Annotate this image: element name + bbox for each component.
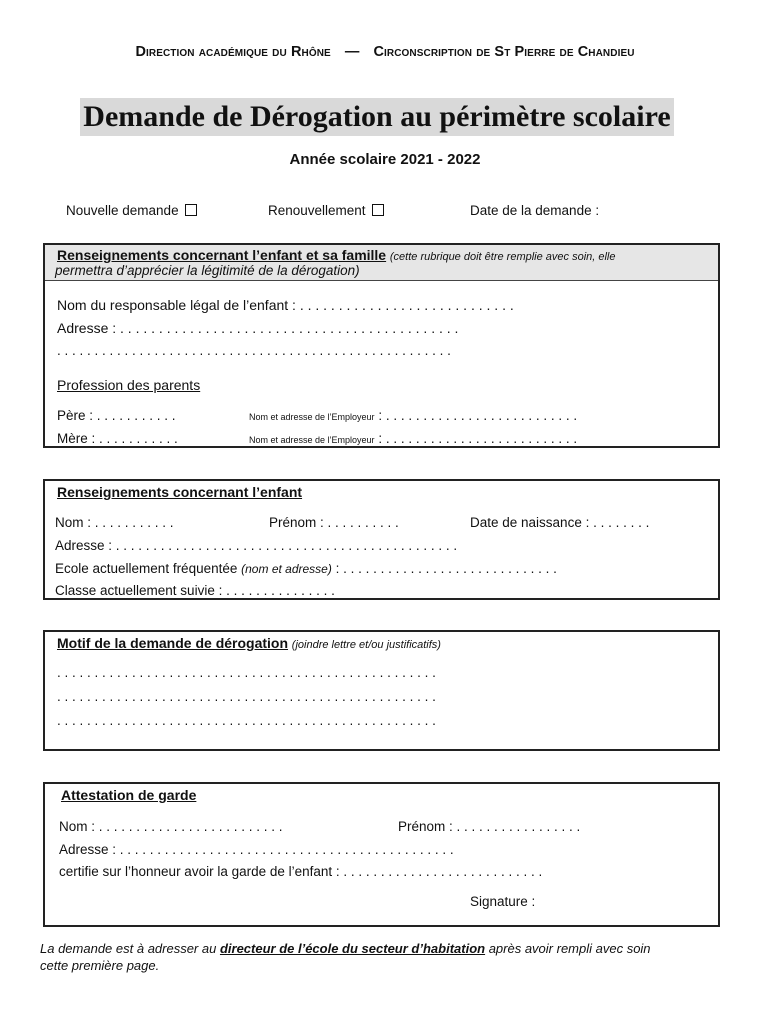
current-school-dots: : . . . . . . . . . . . . . . . . . . . . . . . . . . . . .: [335, 561, 557, 576]
header-line: [0, 44, 770, 60]
father-employer-dots: : . . . . . . . . . . . . . . . . . . . . . . . . . .: [378, 408, 578, 423]
family-info-note-1: (cette rubrique doit être remplie avec soin, elle: [389, 251, 616, 263]
footer-text-before: La demande est à adresser au: [40, 941, 220, 956]
family-info-title: Renseignements concernant l’enfant et sa famille: [57, 247, 387, 263]
reason-line-2[interactable]: . . . . . . . . . . . . . . . . . . . . . . . . . . . . . . . . . . . . . . . . . . . . . . . . . . .: [57, 689, 436, 704]
reason-line-3[interactable]: . . . . . . . . . . . . . . . . . . . . . . . . . . . . . . . . . . . . . . . . . . . . . . . . . . .: [57, 713, 436, 728]
current-school-label: Ecole actuellement fréquentée: [55, 561, 238, 576]
custody-certification-field[interactable]: certifie sur l’honneur avoir la garde de l’enfant : . . . . . . . . . . . . . . . . . . . . . . . . . . .: [59, 864, 543, 879]
reason-section: [43, 630, 720, 751]
footer-text-after: après avoir rempli avec soin: [485, 941, 651, 956]
renewal-option[interactable]: [268, 203, 384, 218]
current-school-note: (nom et adresse): [241, 562, 332, 576]
family-info-section: [43, 243, 720, 448]
father-employer-field[interactable]: [249, 408, 577, 423]
father-profession-field[interactable]: Père : . . . . . . . . . . .: [57, 408, 176, 423]
custody-title: Attestation de garde: [61, 787, 197, 803]
new-request-label: Nouvelle demande: [66, 203, 179, 218]
family-info-note-2: permettra d’apprécier la légitimité de la dérogation): [55, 263, 360, 278]
renewal-checkbox[interactable]: [372, 204, 384, 216]
family-info-header: [45, 245, 718, 281]
header-dash: —: [344, 44, 360, 60]
reason-line-1[interactable]: . . . . . . . . . . . . . . . . . . . . . . . . . . . . . . . . . . . . . . . . . . . . . . . . . . .: [57, 665, 436, 680]
parents-profession-heading: Profession des parents: [57, 377, 201, 393]
new-request-option[interactable]: [66, 203, 197, 218]
guardian-name-field[interactable]: Nom du responsable légal de l’enfant : . . . . . . . . . . . . . . . . . . . . . . . . . . . .: [57, 297, 514, 313]
mother-profession-field[interactable]: Mère : . . . . . . . . . . .: [57, 431, 178, 446]
mother-employer-dots: : . . . . . . . . . . . . . . . . . . . . . . . . . .: [378, 431, 578, 446]
child-info-section: [43, 479, 720, 600]
custody-firstname-field[interactable]: Prénom : . . . . . . . . . . . . . . . . .: [398, 819, 581, 834]
child-address-field[interactable]: Adresse : . . . . . . . . . . . . . . . . . . . . . . . . . . . . . . . . . . . . . . . . . . . . . .: [55, 538, 458, 553]
custody-address-field[interactable]: Adresse : . . . . . . . . . . . . . . . . . . . . . . . . . . . . . . . . . . . . . . . . . . . . .: [59, 842, 454, 857]
footer-line-2: cette première page.: [40, 958, 160, 973]
father-employer-label: Nom et adresse de l’Employeur: [249, 412, 375, 422]
footer-note: [40, 940, 730, 974]
guardian-address-field[interactable]: Adresse : . . . . . . . . . . . . . . . . . . . . . . . . . . . . . . . . . . . . . . . . . . . .: [57, 320, 459, 336]
reason-title: Motif de la demande de dérogation: [57, 635, 289, 651]
child-firstname-field[interactable]: Prénom : . . . . . . . . . .: [269, 515, 399, 530]
mother-employer-label: Nom et adresse de l’Employeur: [249, 435, 375, 445]
header-academie: Direction académique du Rhône: [135, 44, 331, 60]
new-request-checkbox[interactable]: [185, 204, 197, 216]
current-school-field[interactable]: [55, 561, 557, 576]
reason-note: (joindre lettre et/ou justificatifs): [291, 639, 441, 651]
child-birthdate-field[interactable]: Date de naissance : . . . . . . . .: [470, 515, 650, 530]
signature-field[interactable]: Signature :: [470, 894, 536, 909]
custody-lastname-field[interactable]: Nom : . . . . . . . . . . . . . . . . . . . . . . . . .: [59, 819, 283, 834]
renewal-label: Renouvellement: [268, 203, 366, 218]
mother-employer-field[interactable]: [249, 431, 577, 446]
document-title: Demande de Dérogation au périmètre scolaire: [80, 98, 674, 136]
child-info-title: Renseignements concernant l’enfant: [57, 484, 303, 500]
custody-attestation-section: [43, 782, 720, 927]
footer-recipient: directeur de l’école du secteur d’habitation: [219, 941, 486, 956]
current-class-field[interactable]: Classe actuellement suivie : . . . . . . . . . . . . . . .: [55, 583, 335, 598]
request-date-label: Date de la demande :: [470, 203, 600, 218]
child-lastname-field[interactable]: Nom : . . . . . . . . . . .: [55, 515, 174, 530]
guardian-address-line-2[interactable]: . . . . . . . . . . . . . . . . . . . . . . . . . . . . . . . . . . . . . . . . . . . . . . . . . . . . .: [57, 343, 451, 358]
header-circonscription: Circonscription de St Pierre de Chandieu: [373, 44, 635, 60]
school-year: Année scolaire 2021 - 2022: [289, 151, 481, 168]
